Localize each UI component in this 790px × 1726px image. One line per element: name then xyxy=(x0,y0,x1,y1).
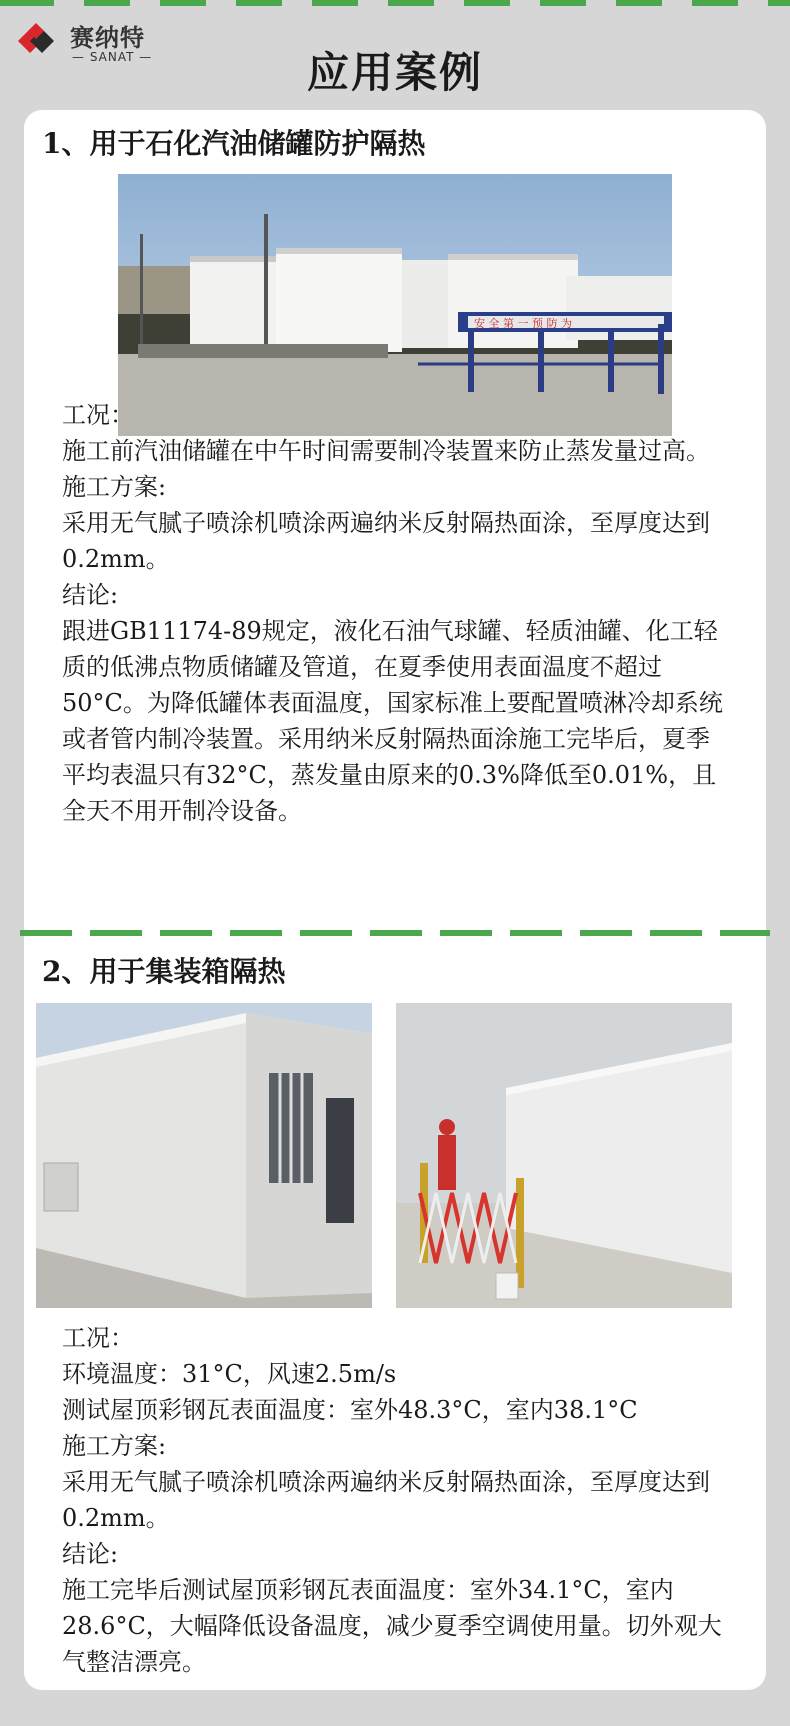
page-title: 应用案例 xyxy=(306,48,483,97)
section1-title: 1、用于石化汽油储罐防护隔热 xyxy=(42,127,426,160)
section-divider xyxy=(20,930,770,936)
section2-body xyxy=(62,1320,732,1680)
container-photo-1 xyxy=(36,1003,372,1308)
safety-sign-text: 安 全 第 一 预 防 为 xyxy=(474,317,572,330)
section1-conditions-text: 施工前汽油储罐在中午时间需要制冷装置来防止蒸发量过高。 xyxy=(62,437,710,465)
section1-plan-label: 施工方案: xyxy=(62,473,167,501)
section2-conclusion-label: 结论: xyxy=(62,1540,119,1568)
container-photo-2 xyxy=(396,1003,732,1308)
section2-conditions-label: 工况： xyxy=(62,1324,134,1352)
section2-plan-text: 采用无气腻子喷涂机喷涂两遍纳米反射隔热面涂，至厚度达到0.2mm。 xyxy=(62,1468,710,1532)
brand-name-cn: 赛纳特 xyxy=(70,24,145,52)
section1-conclusion-label: 结论: xyxy=(62,581,119,609)
section1-body xyxy=(62,397,732,829)
section2-conditions-line2: 测试屋顶彩钢瓦表面温度：室外48.3°C，室内38.1°C xyxy=(62,1396,638,1424)
brand-name-en: — SANAT — xyxy=(72,50,153,64)
section2-conclusion-text: 施工完毕后测试屋顶彩钢瓦表面温度：室外34.1°C，室内28.6°C，大幅降低设备温度，减少夏季空调使用量。切外观大气整洁漂亮。 xyxy=(62,1576,722,1676)
section1-conditions-label: 工况： xyxy=(62,401,134,429)
section2-conditions-line1: 环境温度：31°C，风速2.5m/s xyxy=(62,1360,397,1388)
section1-conclusion-text: 跟进GB11174-89规定，液化石油气球罐、轻质油罐、化工轻质的低沸点物质储罐及管道，在夏季使用表面温度不超过50°C。为降低罐体表面温度，国家标准上要配置喷淋冷却系统或者管内制冷装置。采用纳米反射隔热面涂施工完毕后，夏季平均表温只有32°C，蒸发量由原来的0.3%降低至0.01%，且全天不用开制冷设备。 xyxy=(62,617,723,825)
section2-title: 2、用于集装箱隔热 xyxy=(42,955,286,988)
section2-plan-label: 施工方案: xyxy=(62,1432,167,1460)
content-card xyxy=(24,110,766,1690)
section1-plan-text: 采用无气腻子喷涂机喷涂两遍纳米反射隔热面涂，至厚度达到0.2mm。 xyxy=(62,509,710,573)
top-dashed-border xyxy=(0,0,790,6)
